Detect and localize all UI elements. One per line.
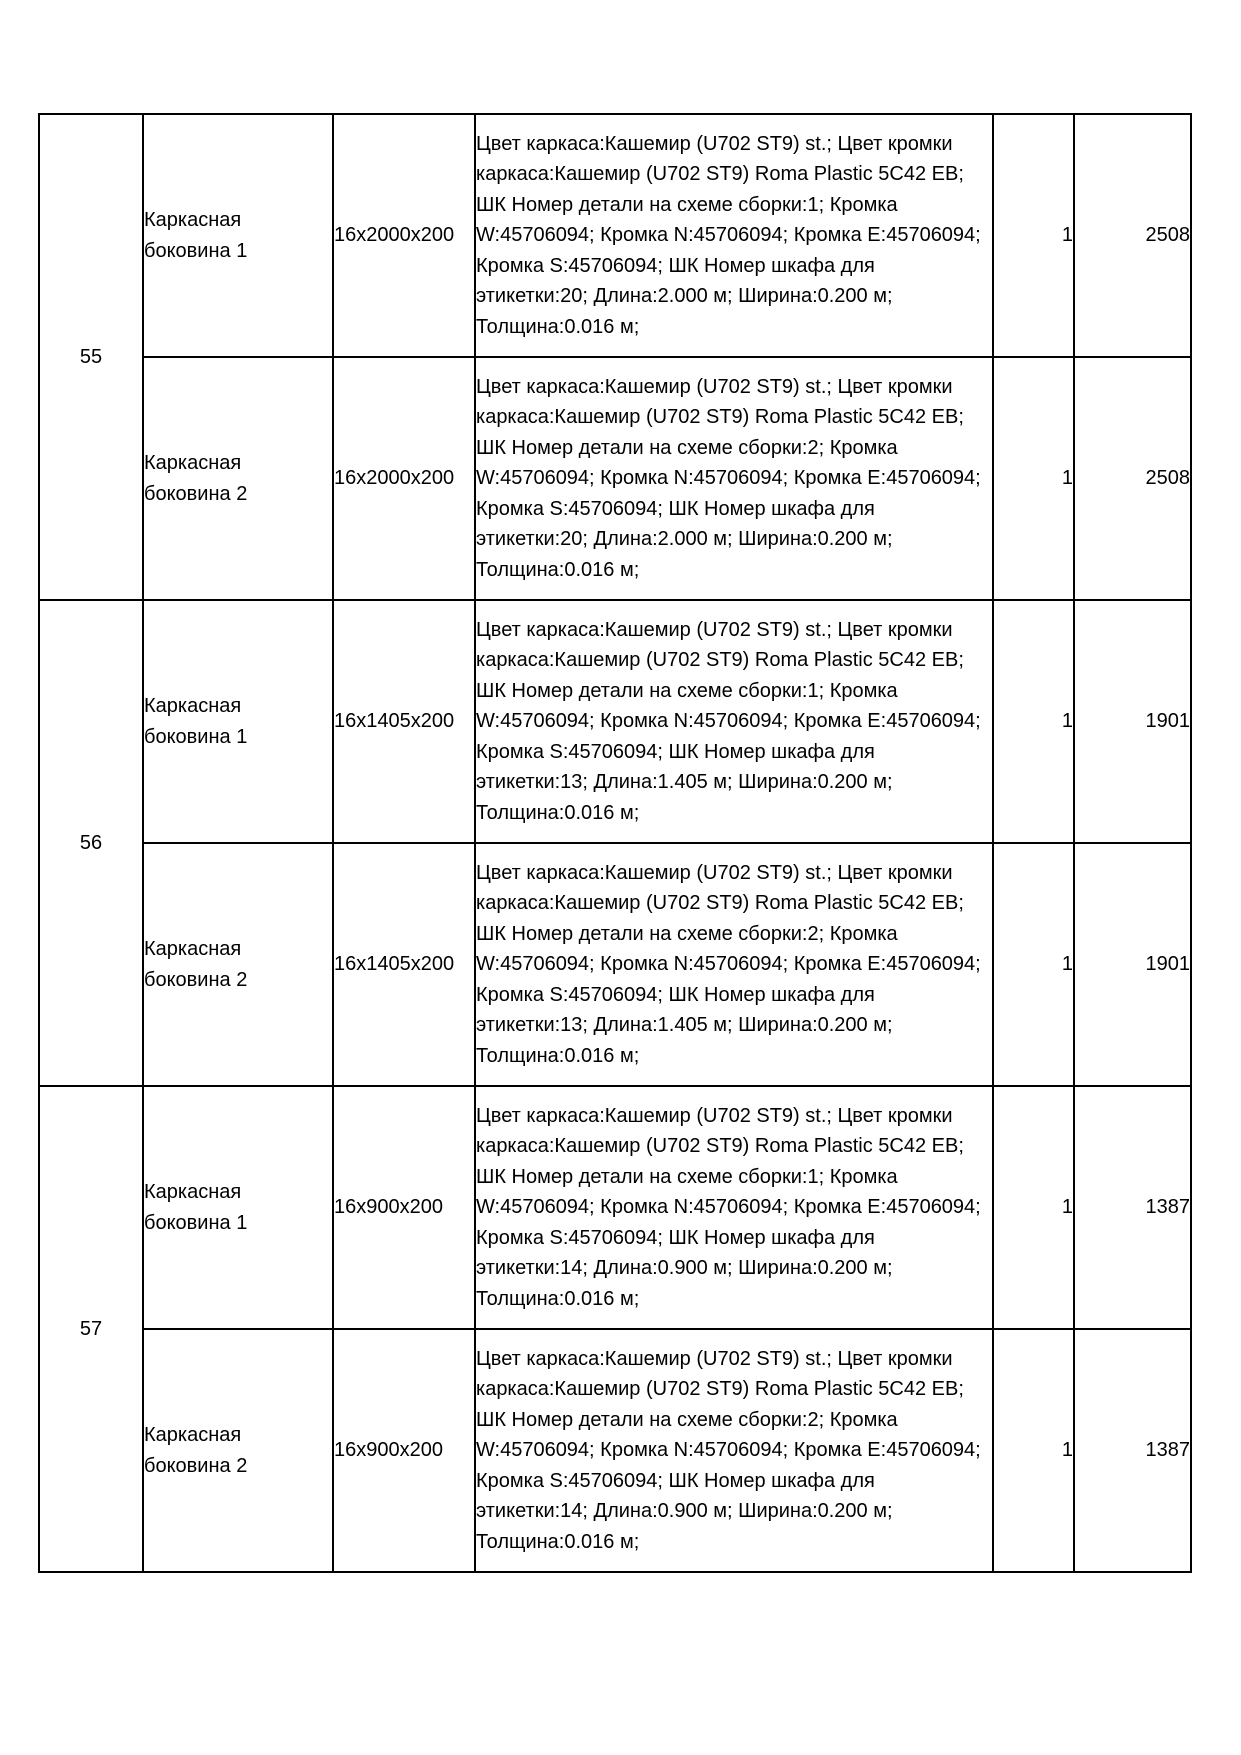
part-value: 2508 [1074,357,1191,600]
part-value: 1901 [1074,843,1191,1086]
part-description: Цвет каркаса:Кашемир (U702 ST9) st.; Цвет кромки каркаса:Кашемир (U702 ST9) Roma Plastic 5C42 EB; ШК Номер детали на схеме сборки:2; Кромка W:45706094; Кромка N:45706094; Кромка E:45706094; Кромка S:45706094; ШК Номер шкафа для этикетки:13; Длина:1.405 м; Ширина:0.200 м; Толщина:0.016 м; [475,843,993,1086]
part-name: Каркасная боковина 2 [143,1329,333,1572]
part-value: 1901 [1074,600,1191,843]
part-quantity: 1 [993,357,1074,600]
part-description: Цвет каркаса:Кашемир (U702 ST9) st.; Цвет кромки каркаса:Кашемир (U702 ST9) Roma Plastic 5C42 EB; ШК Номер детали на схеме сборки:1; Кромка W:45706094; Кромка N:45706094; Кромка E:45706094; Кромка S:45706094; ШК Номер шкафа для этикетки:20; Длина:2.000 м; Ширина:0.200 м; Толщина:0.016 м; [475,114,993,357]
part-name: Каркасная боковина 1 [143,1086,333,1329]
part-size: 16x2000x200 [333,357,475,600]
part-quantity: 1 [993,1329,1074,1572]
part-value: 1387 [1074,1329,1191,1572]
table-row [39,357,1191,600]
part-description: Цвет каркаса:Кашемир (U702 ST9) st.; Цвет кромки каркаса:Кашемир (U702 ST9) Roma Plastic 5C42 EB; ШК Номер детали на схеме сборки:1; Кромка W:45706094; Кромка N:45706094; Кромка E:45706094; Кромка S:45706094; ШК Номер шкафа для этикетки:13; Длина:1.405 м; Ширина:0.200 м; Толщина:0.016 м; [475,600,993,843]
parts-table [38,113,1192,1573]
part-value: 2508 [1074,114,1191,357]
part-quantity: 1 [993,843,1074,1086]
part-size: 16x2000x200 [333,114,475,357]
table-row [39,843,1191,1086]
table-row [39,114,1191,357]
group-number: 57 [39,1086,143,1572]
part-size: 16x900x200 [333,1086,475,1329]
part-name: Каркасная боковина 1 [143,600,333,843]
table-row [39,600,1191,843]
part-size: 16x900x200 [333,1329,475,1572]
part-value: 1387 [1074,1086,1191,1329]
part-name: Каркасная боковина 2 [143,843,333,1086]
group-number: 55 [39,114,143,600]
part-size: 16x1405x200 [333,843,475,1086]
part-quantity: 1 [993,600,1074,843]
part-description: Цвет каркаса:Кашемир (U702 ST9) st.; Цвет кромки каркаса:Кашемир (U702 ST9) Roma Plastic 5C42 EB; ШК Номер детали на схеме сборки:2; Кромка W:45706094; Кромка N:45706094; Кромка E:45706094; Кромка S:45706094; ШК Номер шкафа для этикетки:20; Длина:2.000 м; Ширина:0.200 м; Толщина:0.016 м; [475,357,993,600]
part-description: Цвет каркаса:Кашемир (U702 ST9) st.; Цвет кромки каркаса:Кашемир (U702 ST9) Roma Plastic 5C42 EB; ШК Номер детали на схеме сборки:2; Кромка W:45706094; Кромка N:45706094; Кромка E:45706094; Кромка S:45706094; ШК Номер шкафа для этикетки:14; Длина:0.900 м; Ширина:0.200 м; Толщина:0.016 м; [475,1329,993,1572]
part-description: Цвет каркаса:Кашемир (U702 ST9) st.; Цвет кромки каркаса:Кашемир (U702 ST9) Roma Plastic 5C42 EB; ШК Номер детали на схеме сборки:1; Кромка W:45706094; Кромка N:45706094; Кромка E:45706094; Кромка S:45706094; ШК Номер шкафа для этикетки:14; Длина:0.900 м; Ширина:0.200 м; Толщина:0.016 м; [475,1086,993,1329]
table-row [39,1086,1191,1329]
group-number: 56 [39,600,143,1086]
part-name: Каркасная боковина 1 [143,114,333,357]
part-quantity: 1 [993,114,1074,357]
part-quantity: 1 [993,1086,1074,1329]
table-row [39,1329,1191,1572]
part-name: Каркасная боковина 2 [143,357,333,600]
part-size: 16x1405x200 [333,600,475,843]
